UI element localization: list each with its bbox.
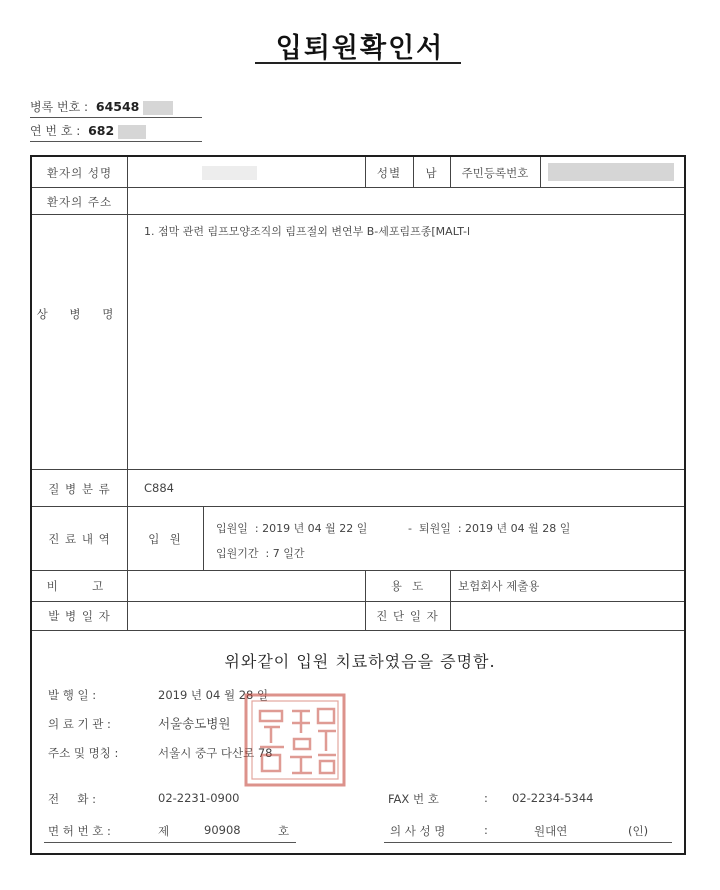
- institution-value: 서울송도병원: [158, 716, 231, 731]
- address-name-label: 주소 및 명칭 :: [48, 746, 119, 760]
- serial-number: [30, 122, 146, 139]
- record-number-label: 병록 번호 :: [30, 100, 89, 114]
- diagnosis-label: 상 병 명: [36, 307, 123, 321]
- license-underline: [44, 842, 296, 843]
- fax-separator: :: [484, 791, 488, 805]
- discharge-date: - 퇴원일 : 2019 년 04 월 28 일: [408, 522, 571, 535]
- redacted-block: [202, 166, 257, 180]
- serial-number-value: 682: [88, 123, 115, 138]
- gender-label: 성별: [376, 166, 402, 180]
- header-rule: [30, 141, 202, 142]
- license-number: 90908: [204, 823, 241, 837]
- gender-value: 남: [425, 166, 438, 180]
- fax-value: 02-2234-5344: [512, 791, 594, 805]
- doctor-separator: :: [484, 823, 488, 837]
- seal-mark: (인): [628, 824, 649, 838]
- license-label: 면 허 번 호 :: [48, 824, 111, 838]
- doctor-underline: [384, 842, 672, 843]
- certification-statement: 위와같이 입원 치료하였음을 증명함.: [224, 652, 496, 671]
- license-suffix: 호: [278, 824, 290, 838]
- institution-address: 서울시 중구 다산로 78: [158, 746, 273, 760]
- fax-label: FAX 번 호: [388, 792, 439, 806]
- redacted-block: [548, 163, 674, 181]
- document-title: 입퇴원확인서: [275, 33, 445, 64]
- doctor-name: 원대연: [534, 824, 568, 838]
- redacted-block: [143, 101, 173, 115]
- remarks-label: 비 고: [46, 579, 113, 593]
- serial-number-label: 연 번 호 :: [30, 124, 81, 138]
- rrn-value: [548, 163, 674, 181]
- certificate-form: [30, 155, 686, 855]
- phone-label: 전 화 :: [48, 792, 97, 806]
- record-number-value: 64548: [95, 99, 140, 114]
- purpose-label: 용 도: [390, 579, 425, 593]
- classification-label: 질 병 분 류: [48, 482, 111, 496]
- redacted-block: [118, 125, 146, 139]
- diagnosis-date-label: 진 단 일 자: [376, 609, 439, 623]
- treatment-label: 진 료 내 역: [48, 532, 111, 546]
- official-seal-icon: [240, 691, 350, 789]
- admission-duration: 입원기간 : 7 일간: [216, 547, 305, 560]
- patient-name-label: 환자의 성명: [46, 166, 113, 180]
- institution-label: 의 료 기 관 :: [48, 717, 111, 731]
- phone-value: 02-2231-0900: [158, 791, 240, 805]
- rrn-label: 주민등록번호: [461, 166, 529, 180]
- address-label: 환자의 주소: [46, 195, 113, 209]
- record-number: [30, 98, 173, 115]
- license-prefix: 제: [158, 824, 170, 838]
- classification-value: C884: [144, 481, 174, 495]
- header-rule: [30, 117, 202, 118]
- doctor-label: 의 사 성 명: [390, 824, 446, 838]
- title-underline: [255, 62, 461, 64]
- patient-name-value: [202, 165, 257, 180]
- purpose-value: 보험회사 제출용: [458, 579, 540, 593]
- onset-date-label: 발 병 일 자: [48, 609, 111, 623]
- treatment-type: 입 원: [148, 532, 182, 546]
- admission-date: 입원일 : 2019 년 04 월 22 일: [216, 522, 368, 535]
- issue-date-value: 2019 년 04 월 28 일: [158, 688, 269, 702]
- issue-date-label: 발 행 일 :: [48, 688, 97, 702]
- diagnosis-value: 1. 점막 관련 림프모양조직의 림프절외 변연부 B-세포림프종[MALT-l: [144, 225, 471, 238]
